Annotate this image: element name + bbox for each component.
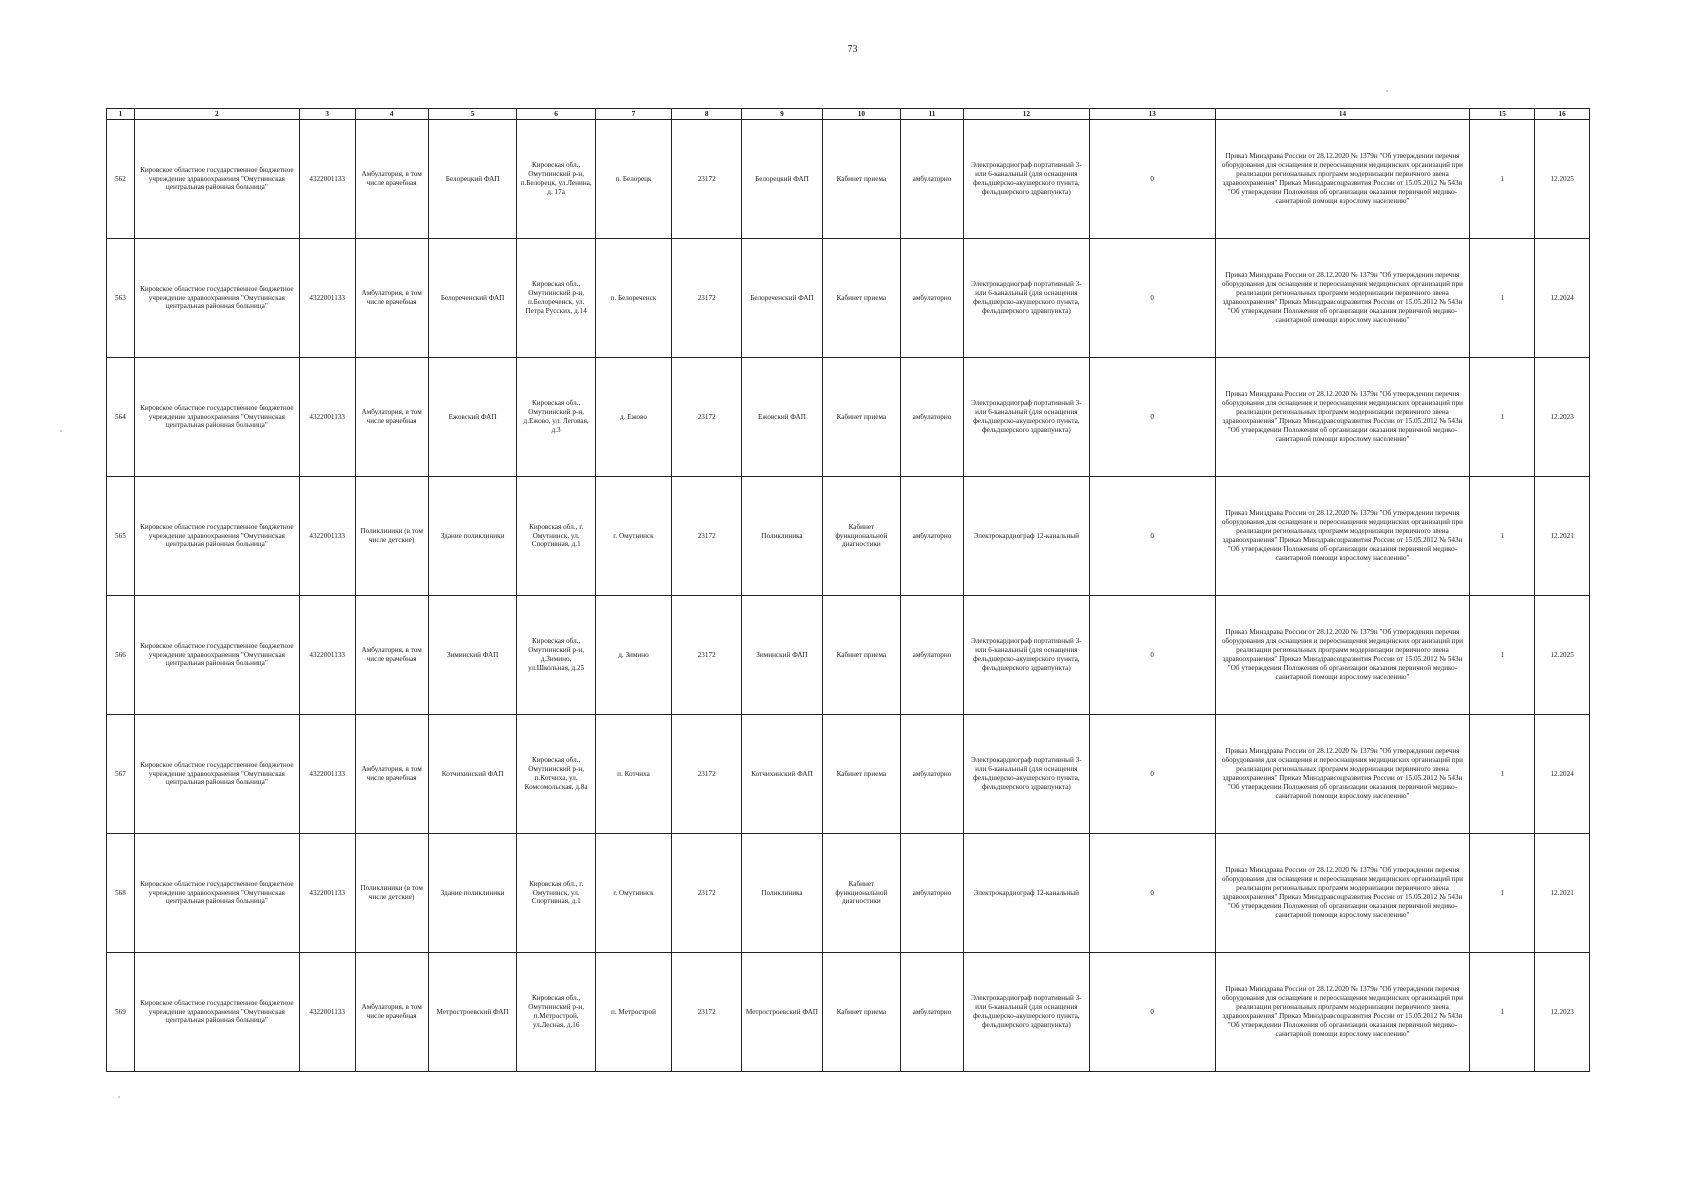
cell-address: Кировская обл., Омутнинский р-н, п.Метрострой, ул.Лесная, д.16 — [517, 953, 595, 1072]
cell-row-number: 564 — [107, 358, 135, 477]
cell-regulation-reference: Приказ Минздрава России от 28.12.2020 № 1379н "Об утверждении перечня оборудования для оснащения и переоснащения медицинских организаций при реализации региональных программ модернизации первичного звена здравоохранения" Приказ Минздравсоцразвития России от 15.05.2012 № 543н "Об утверждении Положения об организации оказания первичной медико-санитарной помощи взрослому населению" — [1215, 477, 1470, 596]
cell-care-form: амбулаторно — [901, 834, 964, 953]
cell-oktmo-code: 23172 — [672, 953, 742, 1072]
cell-facility-type: Поликлиники (в том числе детские) — [355, 834, 428, 953]
column-header: 14 — [1215, 109, 1470, 120]
cell-locality: д. Зимино — [595, 596, 671, 715]
cell-locality: п. Котчиха — [595, 715, 671, 834]
cell-oktmo-code: 23172 — [672, 715, 742, 834]
cell-row-number: 566 — [107, 596, 135, 715]
column-header: 5 — [428, 109, 517, 120]
cell-inn: 4322001133 — [299, 596, 355, 715]
cell-address: Кировская обл., Омутнинский р-н, д.Ежово, ул. Леговая, д.3 — [517, 358, 595, 477]
cell-equipment-name: Электрокардиограф портативный 3- или 6-канальный (для оснащения фельдшерско-акушерского пункта, фельдшерского здравпункта) — [963, 358, 1089, 477]
cell-building-name: Здание поликлиники — [428, 477, 517, 596]
cell-row-number: 569 — [107, 953, 135, 1072]
column-header: 10 — [822, 109, 900, 120]
cell-care-form: амбулаторно — [901, 953, 964, 1072]
cell-row-number: 563 — [107, 239, 135, 358]
column-header: 3 — [299, 109, 355, 120]
cell-room-name: Кабинет функциональной диагностики — [822, 834, 900, 953]
cell-unit-name: Котчихинский ФАП — [742, 715, 822, 834]
cell-organization-name: Кировское областное государственное бюджетное учреждение здравоохранения "Омутнинская центральная районная больница" — [134, 715, 299, 834]
cell-address: Кировская обл., г. Омутнинск, ул. Спортивная, д.1 — [517, 834, 595, 953]
cell-planned-date: 12.2021 — [1535, 477, 1590, 596]
cell-regulation-reference: Приказ Минздрава России от 28.12.2020 № 1379н "Об утверждении перечня оборудования для оснащения и переоснащения медицинских организаций при реализации региональных программ модернизации первичного звена здравоохранения" Приказ Минздравсоцразвития России от 15.05.2012 № 543н "Об утверждении Положения об организации оказания первичной медико-санитарной помощи взрослому населению" — [1215, 834, 1470, 953]
cell-regulation-reference: Приказ Минздрава России от 28.12.2020 № 1379н "Об утверждении перечня оборудования для оснащения и переоснащения медицинских организаций при реализации региональных программ модернизации первичного звена здравоохранения" Приказ Минздравсоцразвития России от 15.05.2012 № 543н "Об утверждении Положения об организации оказания первичной медико-санитарной помощи взрослому населению" — [1215, 239, 1470, 358]
table-row — [107, 596, 1590, 715]
column-header: 4 — [355, 109, 428, 120]
cell-unit-name: Метростроевский ФАП — [742, 953, 822, 1072]
column-header: 15 — [1470, 109, 1535, 120]
cell-required-quantity: 1 — [1470, 715, 1535, 834]
table-row — [107, 834, 1590, 953]
cell-existing-quantity: 0 — [1089, 477, 1215, 596]
cell-building-name: Ежовский ФАП — [428, 358, 517, 477]
column-header: 2 — [134, 109, 299, 120]
cell-equipment-name: Электрокардиограф портативный 3- или 6-канальный (для оснащения фельдшерско-акушерского пункта, фельдшерского здравпункта) — [963, 715, 1089, 834]
cell-organization-name: Кировское областное государственное бюджетное учреждение здравоохранения "Омутнинская центральная районная больница" — [134, 834, 299, 953]
cell-building-name: Белореченский ФАП — [428, 239, 517, 358]
scan-artifact — [60, 430, 62, 432]
cell-organization-name: Кировское областное государственное бюджетное учреждение здравоохранения "Омутнинская центральная районная больница" — [134, 953, 299, 1072]
cell-required-quantity: 1 — [1470, 596, 1535, 715]
cell-address: Кировская обл., Омутнинский р-н, п.Белорецк, ул.Ленина, д. 17а — [517, 120, 595, 239]
cell-required-quantity: 1 — [1470, 953, 1535, 1072]
cell-organization-name: Кировское областное государственное бюджетное учреждение здравоохранения "Омутнинская центральная районная больница" — [134, 358, 299, 477]
cell-room-name: Кабинет приема — [822, 120, 900, 239]
cell-facility-type: Поликлиники (в том числе детские) — [355, 477, 428, 596]
cell-unit-name: Белореченский ФАП — [742, 239, 822, 358]
cell-required-quantity: 1 — [1470, 120, 1535, 239]
table-row — [107, 120, 1590, 239]
cell-row-number: 562 — [107, 120, 135, 239]
cell-equipment-name: Электрокардиограф портативный 3- или 6-канальный (для оснащения фельдшерско-акушерского пункта, фельдшерского здравпункта) — [963, 596, 1089, 715]
table-row — [107, 715, 1590, 834]
cell-room-name: Кабинет приема — [822, 953, 900, 1072]
cell-building-name: Метростроевский ФАП — [428, 953, 517, 1072]
scan-artifact — [118, 1096, 120, 1098]
cell-address: Кировская обл., Омутнинский р-н, п.Котчиха, ул. Комсомольская, д.8а — [517, 715, 595, 834]
cell-care-form: амбулаторно — [901, 358, 964, 477]
cell-row-number: 568 — [107, 834, 135, 953]
cell-inn: 4322001133 — [299, 239, 355, 358]
cell-locality: д. Ежово — [595, 358, 671, 477]
cell-facility-type: Амбулатория, в том числе врачебная — [355, 953, 428, 1072]
table-body — [107, 120, 1590, 1072]
cell-oktmo-code: 23172 — [672, 596, 742, 715]
cell-required-quantity: 1 — [1470, 477, 1535, 596]
cell-unit-name: Ежовский ФАП — [742, 358, 822, 477]
table-row — [107, 239, 1590, 358]
cell-oktmo-code: 23172 — [672, 834, 742, 953]
cell-care-form: амбулаторно — [901, 239, 964, 358]
cell-locality: г. Омутнинск — [595, 477, 671, 596]
cell-oktmo-code: 23172 — [672, 358, 742, 477]
cell-building-name: Зиминский ФАП — [428, 596, 517, 715]
cell-locality: г. Омутнинск — [595, 834, 671, 953]
cell-oktmo-code: 23172 — [672, 239, 742, 358]
cell-facility-type: Амбулатория, в том числе врачебная — [355, 358, 428, 477]
cell-planned-date: 12.2024 — [1535, 715, 1590, 834]
cell-equipment-name: Электрокардиограф портативный 3- или 6-канальный (для оснащения фельдшерско-акушерского пункта, фельдшерского здравпункта) — [963, 239, 1089, 358]
cell-facility-type: Амбулатория, в том числе врачебная — [355, 120, 428, 239]
cell-locality: п. Метрострой — [595, 953, 671, 1072]
cell-facility-type: Амбулатория, в том числе врачебная — [355, 239, 428, 358]
cell-regulation-reference: Приказ Минздрава России от 28.12.2020 № 1379н "Об утверждении перечня оборудования для оснащения и переоснащения медицинских организаций при реализации региональных программ модернизации первичного звена здравоохранения" Приказ Минздравсоцразвития России от 15.05.2012 № 543н "Об утверждении Положения об организации оказания первичной медико-санитарной помощи взрослому населению" — [1215, 358, 1470, 477]
cell-inn: 4322001133 — [299, 715, 355, 834]
cell-inn: 4322001133 — [299, 953, 355, 1072]
cell-regulation-reference: Приказ Минздрава России от 28.12.2020 № 1379н "Об утверждении перечня оборудования для оснащения и переоснащения медицинских организаций при реализации региональных программ модернизации первичного звена здравоохранения" Приказ Минздравсоцразвития России от 15.05.2012 № 543н "Об утверждении Положения об организации оказания первичной медико-санитарной помощи взрослому населению" — [1215, 715, 1470, 834]
cell-existing-quantity: 0 — [1089, 120, 1215, 239]
cell-regulation-reference: Приказ Минздрава России от 28.12.2020 № 1379н "Об утверждении перечня оборудования для оснащения и переоснащения медицинских организаций при реализации региональных программ модернизации первичного звена здравоохранения" Приказ Минздравсоцразвития России от 15.05.2012 № 543н "Об утверждении Положения об организации оказания первичной медико-санитарной помощи взрослому населению" — [1215, 953, 1470, 1072]
cell-equipment-name: Электрокардиограф 12-канальный — [963, 477, 1089, 596]
cell-regulation-reference: Приказ Минздрава России от 28.12.2020 № 1379н "Об утверждении перечня оборудования для оснащения и переоснащения медицинских организаций при реализации региональных программ модернизации первичного звена здравоохранения" Приказ Минздравсоцразвития России от 15.05.2012 № 543н "Об утверждении Положения об организации оказания первичной медико-санитарной помощи взрослому населению" — [1215, 120, 1470, 239]
column-header: 6 — [517, 109, 595, 120]
cell-existing-quantity: 0 — [1089, 358, 1215, 477]
column-header: 7 — [595, 109, 671, 120]
cell-planned-date: 12.2024 — [1535, 239, 1590, 358]
cell-planned-date: 12.2021 — [1535, 834, 1590, 953]
cell-equipment-name: Электрокардиограф 12-канальный — [963, 834, 1089, 953]
cell-unit-name: Белорецкий ФАП — [742, 120, 822, 239]
cell-locality: п. Белорецк — [595, 120, 671, 239]
cell-organization-name: Кировское областное государственное бюджетное учреждение здравоохранения "Омутнинская центральная районная больница" — [134, 477, 299, 596]
cell-unit-name: Зиминский ФАП — [742, 596, 822, 715]
cell-care-form: амбулаторно — [901, 477, 964, 596]
cell-locality: п. Белореченск — [595, 239, 671, 358]
cell-row-number: 565 — [107, 477, 135, 596]
column-header: 9 — [742, 109, 822, 120]
cell-inn: 4322001133 — [299, 358, 355, 477]
cell-care-form: амбулаторно — [901, 596, 964, 715]
cell-required-quantity: 1 — [1470, 239, 1535, 358]
cell-organization-name: Кировское областное государственное бюджетное учреждение здравоохранения "Омутнинская центральная районная больница" — [134, 120, 299, 239]
cell-existing-quantity: 0 — [1089, 239, 1215, 358]
cell-regulation-reference: Приказ Минздрава России от 28.12.2020 № 1379н "Об утверждении перечня оборудования для оснащения и переоснащения медицинских организаций при реализации региональных программ модернизации первичного звена здравоохранения" Приказ Минздравсоцразвития России от 15.05.2012 № 543н "Об утверждении Положения об организации оказания первичной медико-санитарной помощи взрослому населению" — [1215, 596, 1470, 715]
cell-facility-type: Амбулатория, в том числе врачебная — [355, 715, 428, 834]
cell-existing-quantity: 0 — [1089, 596, 1215, 715]
table-row — [107, 358, 1590, 477]
equipment-registry-table — [106, 108, 1590, 1072]
cell-room-name: Кабинет приема — [822, 596, 900, 715]
cell-planned-date: 12.2023 — [1535, 953, 1590, 1072]
cell-address: Кировская обл., Омутнинский р-н, д.Зимино, ул.Школьная, д.25 — [517, 596, 595, 715]
column-header: 1 — [107, 109, 135, 120]
cell-room-name: Кабинет функциональной диагностики — [822, 477, 900, 596]
cell-address: Кировская обл., г. Омутнинск, ул. Спортивная, д.1 — [517, 477, 595, 596]
table-row — [107, 477, 1590, 596]
cell-existing-quantity: 0 — [1089, 834, 1215, 953]
column-header: 13 — [1089, 109, 1215, 120]
cell-row-number: 567 — [107, 715, 135, 834]
cell-unit-name: Поликлиника — [742, 477, 822, 596]
column-header: 16 — [1535, 109, 1590, 120]
cell-equipment-name: Электрокардиограф портативный 3- или 6-канальный (для оснащения фельдшерско-акушерского пункта, фельдшерского здравпункта) — [963, 953, 1089, 1072]
cell-building-name: Белорецкий ФАП — [428, 120, 517, 239]
cell-room-name: Кабинет приема — [822, 715, 900, 834]
page-number: 73 — [847, 44, 858, 55]
column-header: 8 — [672, 109, 742, 120]
cell-organization-name: Кировское областное государственное бюджетное учреждение здравоохранения "Омутнинская центральная районная больница" — [134, 596, 299, 715]
column-header: 12 — [963, 109, 1089, 120]
cell-required-quantity: 1 — [1470, 358, 1535, 477]
cell-planned-date: 12.2025 — [1535, 120, 1590, 239]
cell-oktmo-code: 23172 — [672, 120, 742, 239]
cell-facility-type: Амбулатория, в том числе врачебная — [355, 596, 428, 715]
cell-existing-quantity: 0 — [1089, 715, 1215, 834]
cell-inn: 4322001133 — [299, 477, 355, 596]
cell-oktmo-code: 23172 — [672, 477, 742, 596]
column-header: 11 — [901, 109, 964, 120]
cell-inn: 4322001133 — [299, 834, 355, 953]
cell-organization-name: Кировское областное государственное бюджетное учреждение здравоохранения "Омутнинская центральная районная больница" — [134, 239, 299, 358]
cell-building-name: Здание поликлиники — [428, 834, 517, 953]
cell-address: Кировская обл., Омутнинский р-н, п.Белореченск, ул. Петра Русских, д.14 — [517, 239, 595, 358]
cell-room-name: Кабинет приема — [822, 358, 900, 477]
cell-equipment-name: Электрокардиограф портативный 3- или 6-канальный (для оснащения фельдшерско-акушерского пункта, фельдшерского здравпункта) — [963, 120, 1089, 239]
cell-care-form: амбулаторно — [901, 120, 964, 239]
cell-inn: 4322001133 — [299, 120, 355, 239]
cell-planned-date: 12.2025 — [1535, 596, 1590, 715]
table-header-row — [107, 109, 1590, 120]
cell-care-form: амбулаторно — [901, 715, 964, 834]
cell-building-name: Котчихинский ФАП — [428, 715, 517, 834]
scan-artifact — [1386, 90, 1388, 92]
cell-planned-date: 12.2023 — [1535, 358, 1590, 477]
table-row — [107, 953, 1590, 1072]
cell-room-name: Кабинет приема — [822, 239, 900, 358]
cell-required-quantity: 1 — [1470, 834, 1535, 953]
cell-existing-quantity: 0 — [1089, 953, 1215, 1072]
cell-unit-name: Поликлиника — [742, 834, 822, 953]
